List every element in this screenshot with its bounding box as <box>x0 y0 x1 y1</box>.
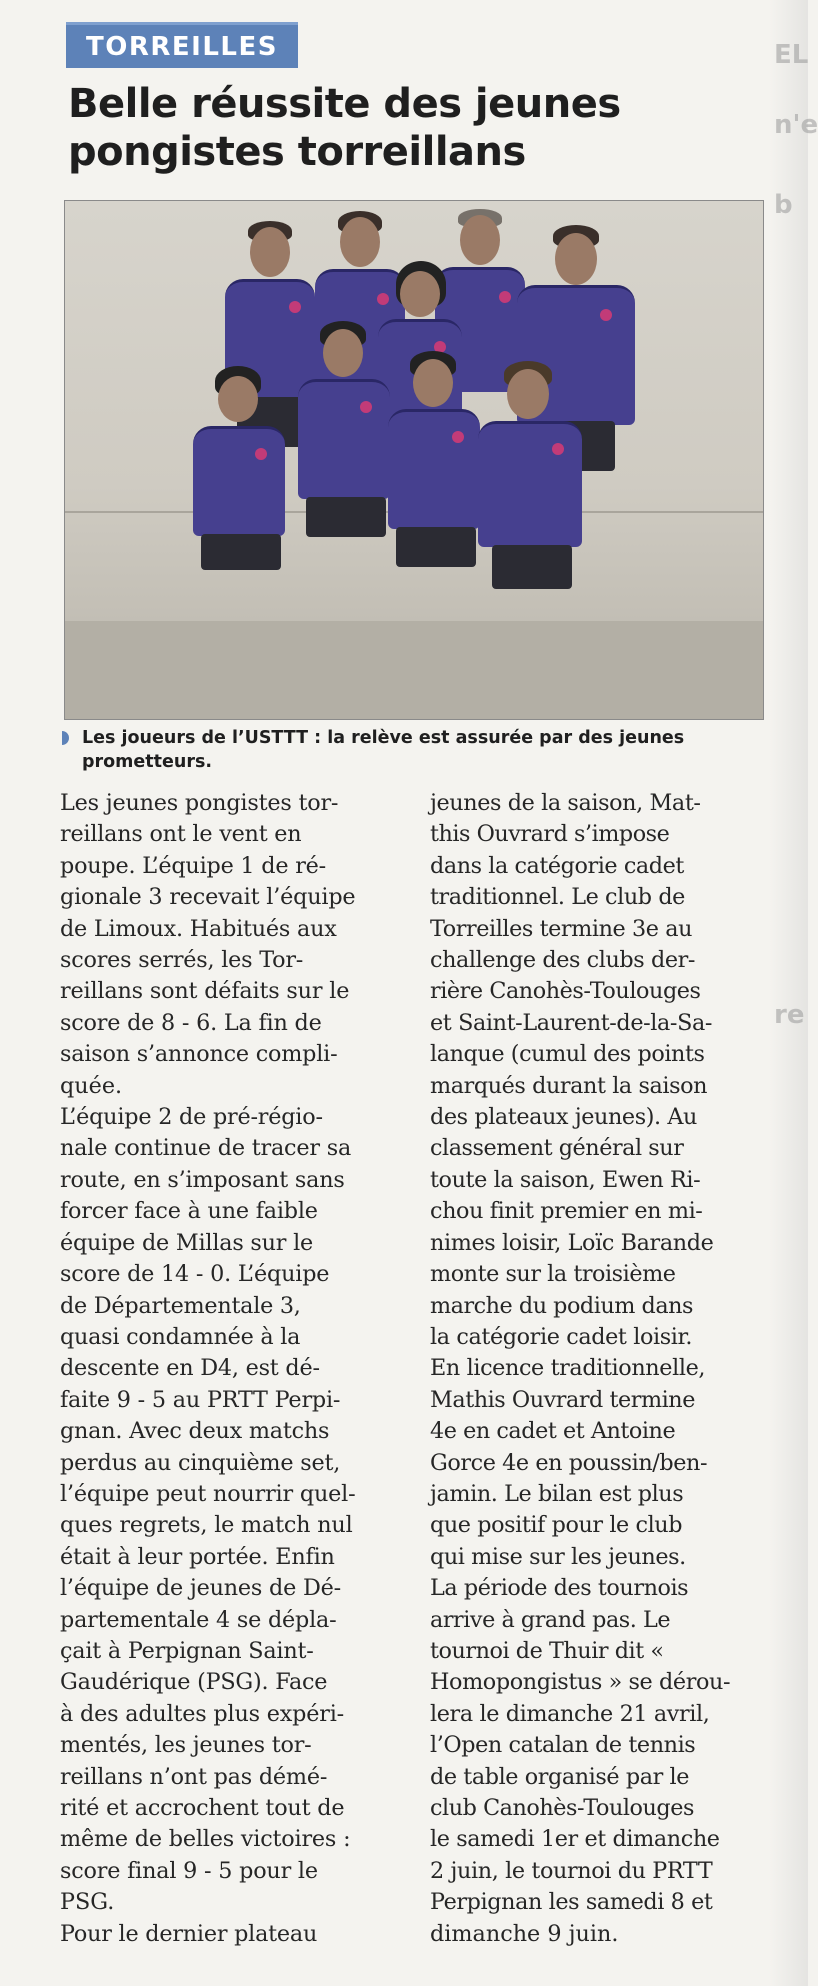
article-line: route, en s’imposant sans <box>60 1166 345 1193</box>
article-line: çait à Perpignan Saint- <box>60 1637 314 1664</box>
article-line: rière Canohès-Toulouges <box>430 978 701 1005</box>
section-tag: TORREILLES <box>66 22 298 68</box>
article-line: arrive à grand pas. Le <box>430 1606 671 1633</box>
article-line: nale continue de tracer sa <box>60 1135 352 1162</box>
article-line: Gorce 4e en poussin/ben- <box>430 1449 708 1476</box>
article-line: score de 14 - 0. L’équipe <box>60 1261 330 1288</box>
article-column-right <box>430 788 780 1950</box>
article-line: tournoi de Thuir dit « <box>430 1637 664 1664</box>
article-line: 2 juin, le tournoi du PRTT <box>430 1857 713 1884</box>
photo-caption <box>64 726 770 774</box>
article-line: club Canohès-Toulouges <box>430 1795 694 1821</box>
article-line: des plateaux jeunes). Au <box>430 1104 697 1131</box>
article-line: partementale 4 se dépla- <box>60 1606 337 1633</box>
article-line: poupe. L’équipe 1 de ré- <box>60 852 326 879</box>
article-line: score final 9 - 5 pour le <box>60 1857 318 1884</box>
player-kneeling-1 <box>185 366 295 686</box>
article-line: qui mise sur les jeunes. <box>430 1543 686 1570</box>
article-line: ques regrets, le match nul <box>60 1512 353 1539</box>
article-line: monte sur la troisième <box>430 1261 676 1288</box>
article-line: équipe de Millas sur le <box>60 1229 313 1256</box>
article-line: lanque (cumul des points <box>430 1041 705 1068</box>
article-line: scores serrés, les Tor- <box>60 947 304 974</box>
article-line: forcer face à une faible <box>60 1198 318 1225</box>
article-line: Les jeunes pongistes tor- <box>60 790 339 816</box>
article-line: Mathis Ouvrard termine <box>430 1386 695 1413</box>
article-line: l’Open catalan de tennis <box>430 1732 696 1759</box>
article-line: et Saint-Laurent-de-la-Sa- <box>430 1009 713 1036</box>
article-line: dans la catégorie cadet <box>430 852 684 879</box>
article-line: reillans ont le vent en <box>60 821 302 848</box>
player-kneeling-4 <box>470 361 590 721</box>
article-line: nimes loisir, Loïc Barande <box>430 1229 714 1256</box>
headline <box>68 80 768 176</box>
caption-line: prometteurs. <box>82 752 213 772</box>
article-line: classement général sur <box>430 1135 684 1162</box>
article-line: jeunes de la saison, Mat- <box>430 790 701 816</box>
article-line: de Limoux. Habitués aux <box>60 915 337 942</box>
article-line: Gaudérique (PSG). Face <box>60 1669 328 1696</box>
team-photo <box>64 200 764 720</box>
article-line: quasi condamnée à la <box>60 1323 301 1350</box>
article-line: de table organisé par le <box>430 1763 689 1790</box>
article-line: l’équipe peut nourrir quel- <box>60 1480 356 1507</box>
article-line: quée. <box>60 1072 123 1099</box>
article-line: dimanche 9 juin. <box>430 1920 619 1947</box>
article-line: rité et accrochent tout de <box>60 1795 345 1821</box>
article-line: saison s’annonce compli- <box>60 1041 338 1068</box>
article-line: faite 9 - 5 au PRTT Perpi- <box>60 1386 341 1413</box>
article-line: descente en D4, est dé- <box>60 1355 320 1382</box>
article-line: mentés, les jeunes tor- <box>60 1732 312 1759</box>
article-line: Perpignan les samedi 8 et <box>430 1889 713 1916</box>
article-line: de Départementale 3, <box>60 1292 301 1319</box>
article-line: 4e en cadet et Antoine <box>430 1418 676 1445</box>
article-line: La période des tournois <box>430 1575 689 1602</box>
article-line: la catégorie cadet loisir. <box>430 1323 693 1350</box>
headline-line: pongistes torreillans <box>68 129 526 175</box>
article-line: gnan. Avec deux matchs <box>60 1418 330 1445</box>
article-line: marche du podium dans <box>430 1292 694 1319</box>
article-line: gionale 3 recevait l’équipe <box>60 884 356 911</box>
article-line: traditionnel. Le club de <box>430 884 685 911</box>
article-line: Pour le dernier plateau <box>60 1920 318 1947</box>
article-line: reillans n’ont pas démé- <box>60 1763 328 1790</box>
article-line: l’équipe de jeunes de Dé- <box>60 1575 342 1602</box>
article-line: lera le dimanche 21 avril, <box>430 1700 710 1727</box>
article-line: Homopongistus » se dérou- <box>430 1669 731 1696</box>
article-line: jamin. Le bilan est plus <box>430 1480 684 1507</box>
article-line: Torreilles termine 3e au <box>430 915 693 942</box>
article-line: même de belles victoires : <box>60 1826 351 1853</box>
article-line: chou finit premier en mi- <box>430 1198 703 1225</box>
article-line: score de 8 - 6. La fin de <box>60 1009 322 1036</box>
article-line: reillans sont défaits sur le <box>60 978 350 1005</box>
article-line: marqués durant la saison <box>430 1072 708 1099</box>
article-line: En licence traditionnelle, <box>430 1355 706 1382</box>
article-line: toute la saison, Ewen Ri- <box>430 1166 701 1193</box>
article-line: à des adultes plus expéri- <box>60 1700 344 1727</box>
caption-line: Les joueurs de l’USTTT : la relève est assurée par des jeunes <box>82 728 685 748</box>
article-line: était à leur portée. Enfin <box>60 1543 335 1570</box>
article-line: perdus au cinquième set, <box>60 1449 341 1476</box>
article-column-left <box>60 788 410 1950</box>
article-line: le samedi 1er et dimanche <box>430 1826 720 1853</box>
article-line: L’équipe 2 de pré-régio- <box>60 1104 323 1131</box>
article-line: this Ouvrard s’impose <box>430 821 670 848</box>
article-line: que positif pour le club <box>430 1512 683 1539</box>
article-line: challenge des clubs der- <box>430 947 695 974</box>
headline-line: Belle réussite des jeunes <box>68 81 621 127</box>
adjacent-column-bleed: EL n'e b re <box>770 0 808 1986</box>
article-line: PSG. <box>60 1889 115 1916</box>
